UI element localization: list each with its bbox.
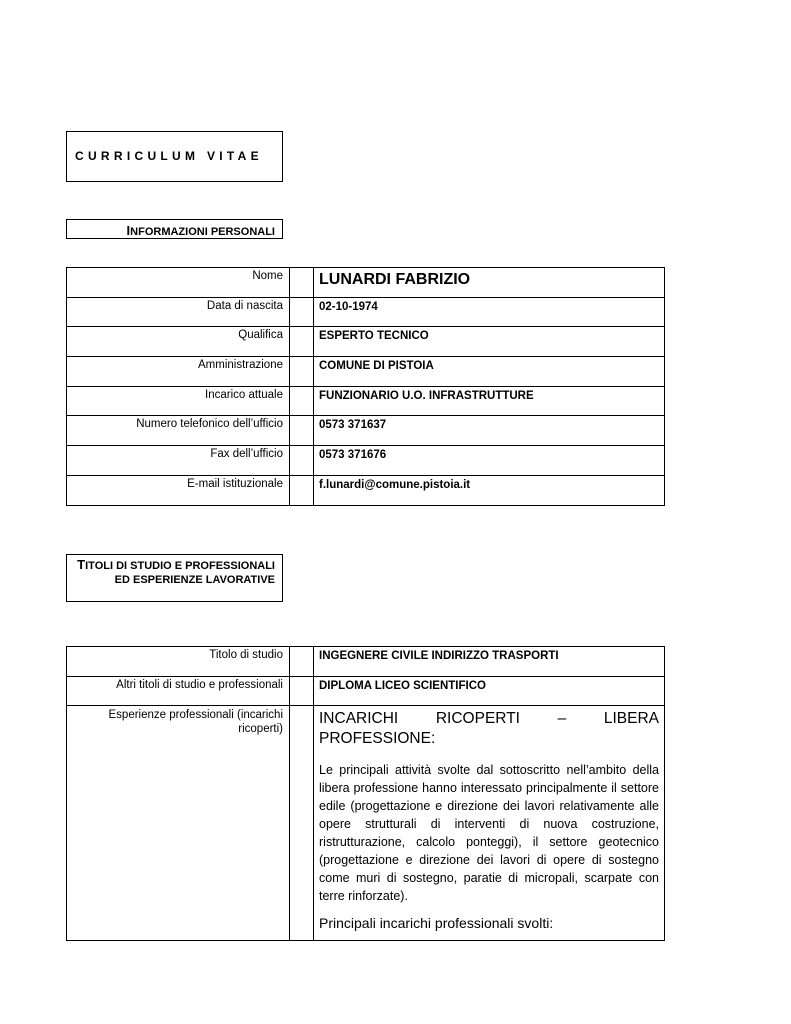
table-row	[67, 357, 665, 387]
row-label: Esperienze professionali (incarichi ricoperti)	[67, 706, 290, 941]
table-row	[67, 297, 665, 327]
row-value: DIPLOMA LICEO SCIENTIFICO	[314, 676, 665, 706]
section-studies-title: TITOLI DI STUDIO E PROFESSIONALI ED ESPERIENZE LAVORATIVE	[77, 557, 275, 586]
table-row	[67, 268, 665, 298]
row-label: E-mail istituzionale	[67, 475, 290, 505]
row-label: Qualifica	[67, 327, 290, 357]
row-value: 02-10-1974	[314, 297, 665, 327]
table-row	[67, 475, 665, 505]
section-personal-header	[66, 219, 283, 239]
experience-subheading: Principali incarichi professionali svolti:	[319, 915, 554, 931]
table-row	[67, 706, 665, 941]
cv-title: CURRICULUM VITAE	[75, 149, 263, 163]
table-row	[67, 416, 665, 446]
personal-info-table	[66, 267, 665, 506]
table-row	[67, 676, 665, 706]
name-value: LUNARDI FABRIZIO	[314, 268, 665, 298]
row-value: INGEGNERE CIVILE INDIRIZZO TRASPORTI	[314, 647, 665, 677]
row-value: 0573 371637	[314, 416, 665, 446]
section-personal-title: INFORMAZIONI PERSONALI	[126, 223, 275, 238]
experience-paragraph: Le principali attività svolte dal sottoscritto nell’ambito della libera professione hanno interessato principalmente il settore edile (progettazione e direzione dei lavori relativamente alle opere strutturali di interventi di nuova costruzione, ristrutturazione, calcolo ponteggi), il settore geotecnico (progettazione e direzione dei lavori di opere di sostegno come muri di sostegno, paratie di micropali, scarpate con terre rinforzate).	[319, 763, 659, 903]
row-label: Numero telefonico dell’ufficio	[67, 416, 290, 446]
row-value: COMUNE DI PISTOIA	[314, 357, 665, 387]
row-label: Fax dell’ufficio	[67, 446, 290, 476]
section-studies-header	[66, 554, 283, 602]
row-value: 0573 371676	[314, 446, 665, 476]
studies-table	[66, 646, 665, 941]
row-label: Titolo di studio	[67, 647, 290, 677]
table-row	[67, 386, 665, 416]
row-label: Altri titoli di studio e professionali	[67, 676, 290, 706]
row-label: Amministrazione	[67, 357, 290, 387]
table-row	[67, 327, 665, 357]
experience-cell	[314, 706, 665, 941]
row-value: ESPERTO TECNICO	[314, 327, 665, 357]
row-label: Data di nascita	[67, 297, 290, 327]
table-row	[67, 446, 665, 476]
row-label: Nome	[67, 268, 290, 298]
email-value: f.lunardi@comune.pistoia.it	[314, 475, 665, 505]
cv-title-box	[66, 131, 283, 182]
experience-heading: INCARICHI RICOPERTI – LIBERA PROFESSIONE:	[319, 710, 659, 747]
row-label: Incarico attuale	[67, 386, 290, 416]
row-value: FUNZIONARIO U.O. INFRASTRUTTURE	[314, 386, 665, 416]
table-row	[67, 647, 665, 677]
